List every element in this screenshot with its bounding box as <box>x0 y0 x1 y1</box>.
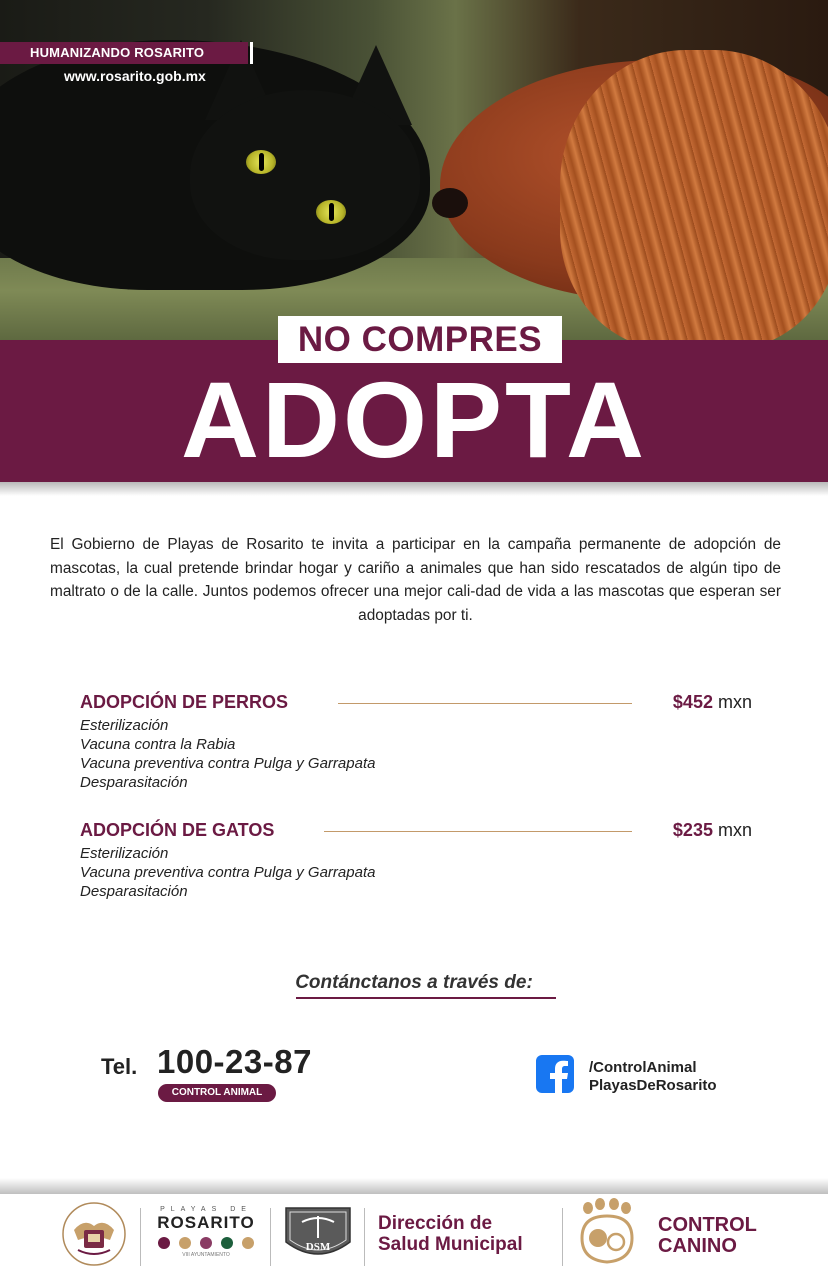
footer-divider <box>270 1208 271 1266</box>
cat-eye-left <box>246 150 276 174</box>
service-items <box>80 844 752 901</box>
control-canino-logo <box>658 1215 757 1257</box>
banner-shadow <box>0 482 828 496</box>
list-item: Vacuna preventiva contra Pulga y Garrapata <box>80 755 376 772</box>
service-cats <box>80 818 752 901</box>
footer-divider <box>140 1208 141 1266</box>
dog-ear <box>560 50 828 340</box>
rosarito-logo-top: PLAYAS DE <box>160 1206 252 1213</box>
service-dogs <box>80 690 752 792</box>
footer-divider <box>562 1208 563 1266</box>
headline: ADOPTA <box>181 359 647 480</box>
rosarito-logo-sub: VIII AYUNTAMIENTO <box>182 1252 230 1258</box>
direccion-line2: Salud Municipal <box>378 1234 523 1255</box>
canino-line1: CONTROL <box>658 1214 757 1236</box>
price-amount: $235 <box>672 820 713 840</box>
dsm-logo-text: DSM <box>305 1241 331 1253</box>
city-seal-icon <box>60 1200 128 1268</box>
contact-underline <box>296 997 556 999</box>
price-currency: mxn <box>717 820 752 840</box>
list-item: Vacuna preventiva contra Pulga y Garrapata <box>80 864 376 881</box>
canino-line2: CANINO <box>658 1235 737 1257</box>
facebook-icon[interactable] <box>536 1055 574 1093</box>
service-title: ADOPCIÓN DE PERROS <box>80 692 289 712</box>
rosarito-logo-name: ROSARITO <box>157 1213 255 1232</box>
paw-prints-icon <box>574 1198 640 1266</box>
control-animal-badge: CONTROL ANIMAL <box>158 1084 276 1102</box>
kicker-label: NO COMPRES <box>278 316 562 363</box>
brand-tag: HUMANIZANDO ROSARITO <box>0 42 248 64</box>
list-item: Desparasitación <box>80 883 188 900</box>
footer-shadow <box>0 1178 828 1194</box>
direccion-line1: Dirección de <box>378 1213 493 1234</box>
list-item: Esterilización <box>80 717 169 734</box>
dsm-logo <box>282 1204 354 1264</box>
price-amount: $452 <box>672 692 713 712</box>
intro-paragraph: El Gobierno de Playas de Rosarito te invita a participar en la campaña permanente de adopción de mascotas, la cual pretende brindar hogar y cariño a animales que han sido rescatados de algún tipo de maltrato o de la calle. Juntos podemos ofrecer una mejor cali-dad de vida a las mascotas que esperan ser adoptadas por ti. <box>50 536 781 624</box>
price-currency: mxn <box>717 692 752 712</box>
list-item: Esterilización <box>80 845 169 862</box>
service-title: ADOPCIÓN DE GATOS <box>80 820 275 840</box>
facebook-handle-line1: /ControlAnimal <box>589 1059 697 1076</box>
leader-line <box>324 831 632 832</box>
list-item: Desparasitación <box>80 774 188 791</box>
cat-eye-right <box>316 200 346 224</box>
rosarito-logo <box>150 1206 262 1266</box>
direccion-salud-logo <box>378 1213 523 1255</box>
tel-label: Tel. <box>101 1054 138 1079</box>
brand-tag-divider <box>250 42 253 64</box>
footer-divider <box>364 1208 365 1266</box>
facebook-handle[interactable] <box>589 1059 717 1095</box>
website-link[interactable]: www.rosarito.gob.mx <box>64 68 206 84</box>
dog-nose <box>432 188 468 218</box>
cat-head <box>190 90 420 260</box>
rosarito-color-dots-icon <box>150 1236 262 1250</box>
list-item: Vacuna contra la Rabia <box>80 736 236 753</box>
contact-heading: Contánctanos a través de: <box>295 972 533 993</box>
service-price <box>673 818 752 842</box>
facebook-handle-line2: PlayasDeRosarito <box>589 1077 717 1094</box>
service-items <box>80 716 752 792</box>
phone-number[interactable]: 100-23-87 <box>157 1043 312 1080</box>
leader-line <box>338 703 632 704</box>
service-price <box>673 690 752 714</box>
